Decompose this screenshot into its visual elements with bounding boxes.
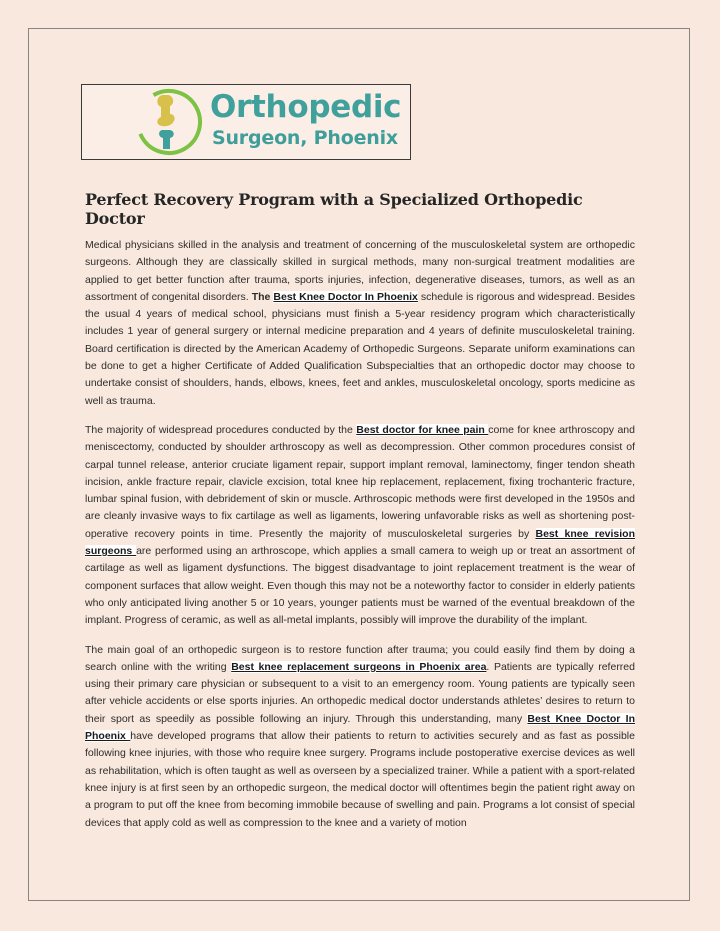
paragraph-1 — [85, 237, 635, 410]
paragraph-1-text-b: schedule is rigorous and widespread. Besides the usual 4 years of medical school, physicians must finish a 5-year residency program which characteristically includes 1 year of general surgery or internal medicine preparation and 4 years of definite musculoskeletal training. Board certification is directed by the American Academy of Orthopedic Surgeons. Separate uniform examinations can be done to get a higher Certificate of Added Qualification Subspecialties that an orthopedic doctor may choose to undertake consist of shoulders, hands, elbows, knees, feet and ankles, musculoskeletal oncology, sports medicine as well as trauma. — [85, 290, 635, 407]
paragraph-2-text-b: come for knee arthroscopy and meniscectomy, conducted by shoulder arthroscopy as well as decompression. Other common procedures consist of carpal tunnel release, anterior cruciate ligament repair, support implant removal, laminectomy, finger tendon sheath incision, ankle fracture repair, clavicle excision, total knee hip replacement, replacement, fixing trochanteric fracture, lumbar spinal fusion, with debridement of skin or muscle. Arthroscopic methods were first developed in the 1950s and are cleanly invasive ways to fix cartilage as well as ligaments, lowering unfavorable risks as well as shortening post-operative recovery points in time. Presently the majority of musculoskeletal surgeries by — [85, 423, 635, 540]
document-title: Perfect Recovery Program with a Specialized Orthopedic Doctor — [85, 190, 583, 228]
logo — [81, 84, 411, 160]
paragraph-3-text-b: . Patients are typically referred using their primary care physician or subsequent to a visit to an emergency room. Young patients are typically seen after vehicle accidents or else sports injuries. An orthopedic medical doctor understands athletes’ desires to return to their sport as speedily as possible following an injury. Through this understanding, many — [85, 660, 635, 725]
knee-bone-logo-icon — [132, 87, 208, 157]
paragraph-3 — [85, 642, 635, 832]
paragraph-1-bold: The — [251, 290, 271, 303]
paragraph-1-text-a: Medical physicians skilled in the analysis and treatment of concerning of the musculoskeletal system are orthopedic surgeons. Although they are classically skilled in surgical methods, many non-surgical treatment modalities are applied to get better function after trauma, sports injuries, infection, degenerative diseases, tumors, as well as an assortment of congenital disorders. — [85, 239, 635, 303]
link-best-knee-replacement-surgeons[interactable]: Best knee replacement surgeons in Phoenix area — [231, 660, 487, 673]
link-best-doctor-for-knee-pain[interactable]: Best doctor for knee pain — [356, 423, 489, 436]
link-best-knee-doctor-in-phoenix[interactable]: Best Knee Doctor In Phoenix — [273, 290, 418, 303]
document-body — [85, 237, 635, 844]
logo-title: Orthopedic — [210, 89, 402, 125]
paragraph-3-text-a: The main goal of an orthopedic surgeon is to restore function after trauma; you could easily find them by doing a search online with the writing — [85, 643, 635, 673]
link-best-knee-revision-surgeons[interactable]: Best knee revision surgeons — [85, 527, 635, 558]
link-best-knee-doctor-in-phoenix-2[interactable]: Best Knee Doctor In Phoenix — [85, 712, 635, 743]
paragraph-2-text-a: The majority of widespread procedures conducted by the — [85, 423, 357, 436]
logo-subtitle: Surgeon, Phoenix — [212, 127, 398, 149]
paragraph-3-text-c: have developed programs that allow their patients to return to activities securely and as fast as possible following knee injuries, with those who require knee surgery. Programs include postoperative exercise devices as well as rehabilitation, which is often taught as well as overseen by a specialized trainer. While a patient with a sport-related knee injury is at first seen by an orthopedic surgeon, the medical doctor will oftentimes begin the patient right away on a program to put off the knee from becoming immobile because of swelling and pain. Programs a lot consist of special devices that apply cold as well as compression to the knee and a variety of motion — [85, 730, 635, 829]
paragraph-2 — [85, 422, 635, 630]
paragraph-2-text-c: are performed using an arthroscope, which applies a small camera to weigh up or treat an assortment of cartilage as well as ligament dysfunctions. The biggest disadvantage to joint replacement treatment is the wear of component surfaces that allow weight. Even though this may not be a noteworthy factor to consider in elderly patients who only anticipated living another 5 or 10 years, younger patients must be warned of the eventual breakdown of the implant. Progress of ceramic, as well as all-metal implants, possibly will improve the durability of the implant. — [85, 545, 635, 627]
logo-text — [210, 90, 401, 152]
